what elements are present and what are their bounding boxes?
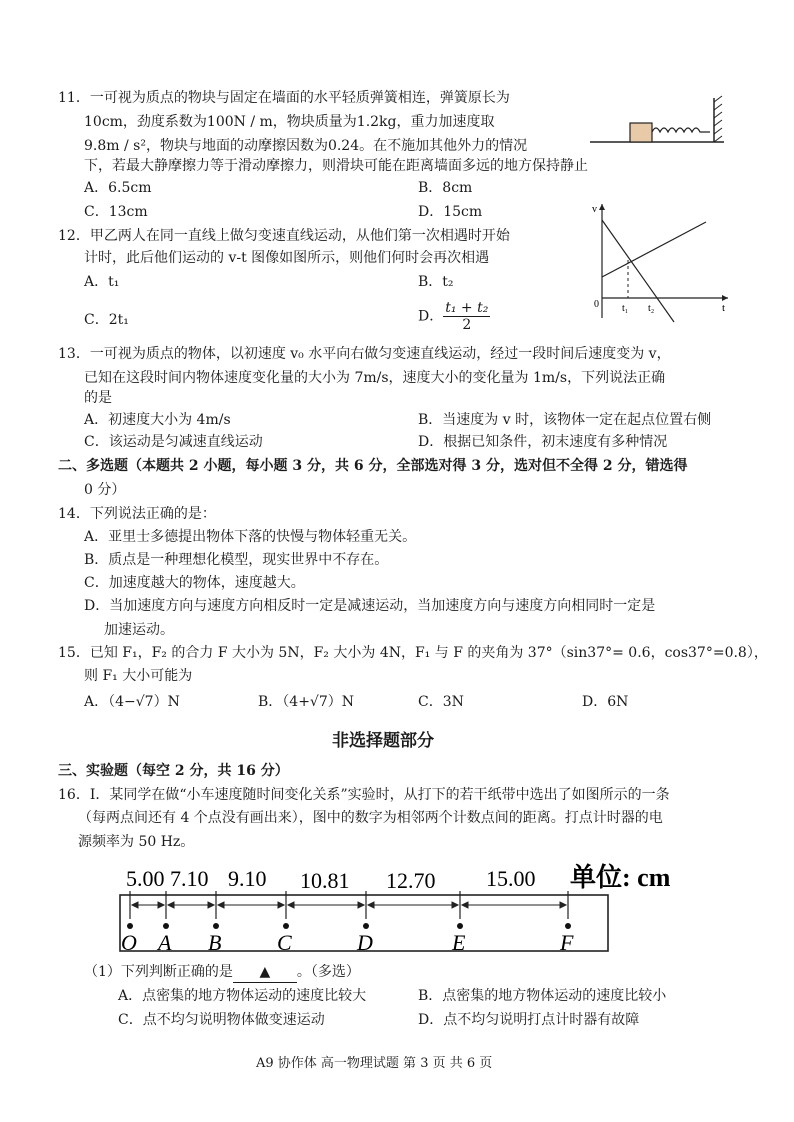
q16-sub1-suffix: 。（多选） — [296, 964, 360, 980]
q13-option-c: C．该运动是匀减速直线运动 — [84, 434, 263, 450]
q16-sub1-option-b: B．点密集的地方物体运动的速度比较小 — [418, 988, 667, 1004]
q15-option-a: A．（4−√7）N — [84, 694, 180, 710]
page-heading: 非选择题部分 — [332, 731, 434, 751]
tape-point-a: A — [158, 930, 172, 955]
tape-distance-4: 10.81 — [300, 868, 350, 893]
q12-option-c: C．2t₁ — [84, 312, 129, 328]
q12-line-2: 计时，此后他们运动的 v-t 图像如图所示，则他们何时会再次相遇 — [84, 250, 490, 266]
tape-distance-2: 7.10 — [170, 866, 209, 891]
graph-t2-label: t₂ — [648, 303, 655, 314]
tape-point-d: D — [357, 930, 373, 955]
q16-sub1-option-c: C．点不均匀说明物体做变速运动 — [118, 1012, 325, 1028]
section2-line-2: 0 分） — [84, 482, 126, 498]
q11-option-d: D．15cm — [418, 204, 483, 220]
tape-distance-6: 15.00 — [486, 866, 536, 891]
block — [630, 123, 652, 142]
page-footer: A9 协作体 高一物理试题 第 3 页 共 6 页 — [256, 1056, 493, 1071]
fraction-numerator: t₁ + t₂ — [445, 300, 489, 316]
vt-graph — [588, 200, 734, 324]
q15-option-d: D．6N — [582, 694, 629, 710]
graph-t1-label: t₁ — [622, 303, 629, 314]
q14-option-a: A．亚里士多德提出物体下落的快慢与物体轻重无关。 — [84, 529, 417, 545]
q11-line-4: 下，若最大静摩擦力等于滑动摩擦力，则滑块可能在距离墙面多远的地方保持静止 — [84, 158, 588, 174]
line-jia — [602, 222, 706, 277]
q16-line-2: （每两点间还有 4 个点没有画出来），图中的数字为相邻两个计数点间的距离。打点计时器的电 — [78, 810, 663, 826]
q14-option-d: D．当加速度方向与速度方向相反时一定是减速运动，当加速度方向与速度方向相同时一定是 — [84, 598, 656, 614]
tape-point-f: F — [560, 930, 574, 955]
q12-option-d-fraction — [443, 300, 490, 333]
q15-line-2: 则 F₁ 大小可能为 — [84, 668, 193, 684]
q12-option-d — [418, 300, 490, 333]
q15-line-1: 15．已知 F₁，F₂ 的合力 F 大小为 5N，F₂ 大小为 4N，F₁ 与 F 的夹角为 37°（sin37°= 0.6，cos37°=0.8）， — [58, 645, 768, 661]
fraction-denominator: 2 — [462, 317, 472, 333]
q13-option-b: B．当速度为 v 时，该物体一定在起点位置右侧 — [418, 412, 712, 428]
q13-option-a: A．初速度大小为 4m/s — [84, 412, 231, 428]
answer-blank[interactable] — [233, 962, 297, 983]
q15-option-b: B．（4+√7）N — [258, 694, 355, 710]
q14-option-b: B．质点是一种理想化模型，现实世界中不存在。 — [84, 552, 389, 568]
graph-v-label: v — [592, 204, 597, 215]
spring — [652, 128, 710, 132]
q14-option-c: C．加速度越大的物体，速度越大。 — [84, 575, 305, 591]
tape-point-c: C — [277, 930, 292, 955]
tape-distance-1: 5.00 — [126, 866, 165, 891]
spring-block-figure — [590, 94, 730, 150]
q16-sub1 — [84, 962, 360, 983]
section2-line-1: 二、多选题（本题共 2 小题，每小题 3 分，共 6 分，全部选对得 3 分，选对但不全得 2 分，错选得 — [58, 458, 688, 474]
q14-option-d-cont: 加速运动。 — [104, 622, 174, 638]
q14-stem: 14．下列说法正确的是： — [58, 506, 216, 522]
q13-option-d: D．根据已知条件，初末速度有多种情况 — [418, 434, 668, 450]
q12-option-b: B．t₂ — [418, 274, 454, 290]
q16-line-3: 源频率为 50 Hz。 — [78, 834, 195, 850]
q11-line-3: 9.8m / s²，物块与地面的动摩擦因数为0.24。在不施加其他外力的情况 — [84, 138, 528, 154]
q12-option-d-label: D． — [418, 308, 444, 325]
graph-origin-label: 0 — [594, 299, 599, 310]
tape-distance-5: 12.70 — [386, 868, 436, 893]
q16-sub1-option-d: D．点不均匀说明打点计时器有故障 — [418, 1012, 640, 1028]
q15-option-c: C．3N — [418, 694, 464, 710]
tape-point-o: O — [121, 930, 137, 955]
section3-title: 三、实验题（每空 2 分，共 16 分） — [58, 763, 289, 779]
tape-point-b: B — [208, 930, 222, 955]
q13-line-1: 13．一可视为质点的物体，以初速度 v₀ 水平向右做匀变速直线运动，经过一段时间后速度变为 v， — [58, 346, 671, 362]
q16-sub1-option-a: A．点密集的地方物体运动的速度比较大 — [118, 988, 367, 1004]
q16-sub1-prefix: （1）下列判断正确的是 — [84, 964, 233, 980]
q12-option-a: A．t₁ — [84, 274, 120, 290]
blank-marker: ▲ — [259, 964, 271, 980]
q11-option-b: B．8cm — [418, 180, 473, 196]
q11-line-1: 11．一可视为质点的物块与固定在墙面的水平轻质弹簧相连，弹簧原长为 — [58, 90, 510, 106]
q11-line-2: 10cm，劲度系数为100N / m，物块质量为1.2kg，重力加速度取 — [84, 114, 495, 130]
q13-line-2: 已知在这段时间内物体速度变化量的大小为 7m/s，速度大小的变化量为 1m/s，下列说法正确 — [84, 370, 666, 386]
tape-point-e: E — [452, 930, 466, 955]
q11-option-a: A．6.5cm — [84, 180, 152, 196]
tape-distance-3: 9.10 — [228, 866, 267, 891]
q11-option-c: C．13cm — [84, 204, 148, 220]
paper-tape-figure — [110, 855, 700, 957]
q16-line-1: 16．I．某同学在做“小车速度随时间变化关系”实验时，从打下的若干纸带中选出了如图所示的一条 — [58, 787, 670, 803]
q12-line-1: 12．甲乙两人在同一直线上做匀变速直线运动，从他们第一次相遇时开始 — [58, 228, 510, 244]
graph-t-label: t — [722, 302, 726, 314]
tape-unit: 单位: cm — [570, 863, 671, 892]
q13-line-3: 的是 — [84, 390, 112, 406]
